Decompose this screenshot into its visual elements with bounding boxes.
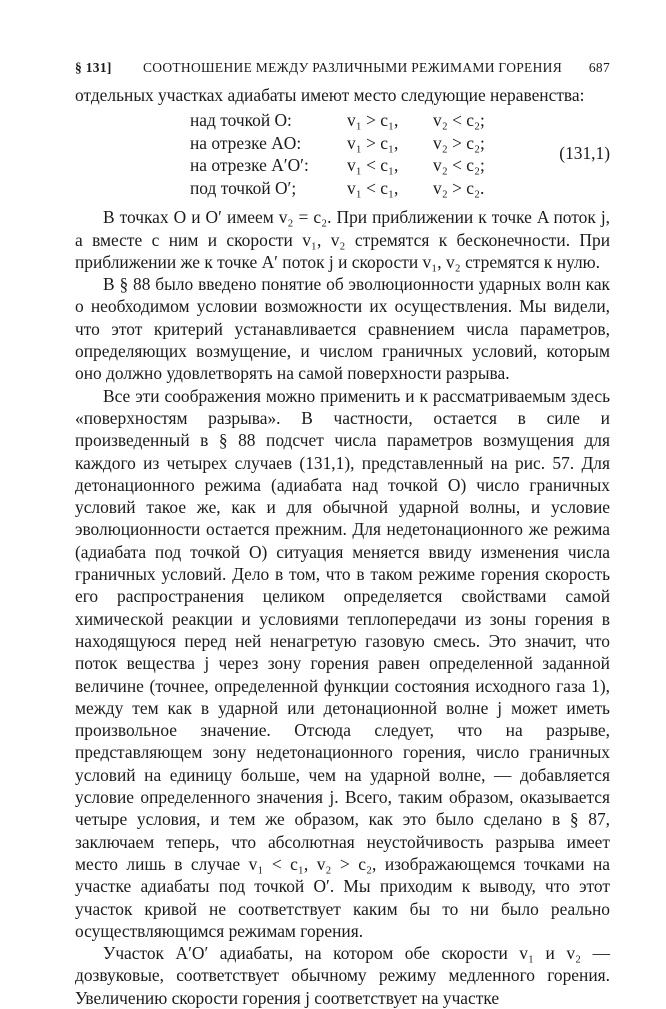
region-label: над точкой O: xyxy=(190,110,292,131)
velocity-2-relation: v₂ > c₂; xyxy=(433,132,485,153)
page-number: 687 xyxy=(588,60,610,75)
inequality-system xyxy=(75,110,610,200)
book-page xyxy=(75,60,610,1009)
velocity-2-relation: v₂ > c₂. xyxy=(433,177,485,198)
section-reference: § 131] xyxy=(75,60,112,75)
inequality-row xyxy=(75,155,610,178)
paragraph: Участок A′O′ адиабаты, на котором обе скорости v₁ и v₂ — дозвуковые, соответствует обычному режиму медленного горения. Увеличению скорости горения j соответствует на участке xyxy=(75,943,610,1008)
velocity-1-relation: v₁ < c₁, xyxy=(347,177,399,198)
velocity-2-relation: v₂ < c₂; xyxy=(433,110,485,131)
velocity-1-relation: v₁ > c₁, xyxy=(347,110,399,131)
region-label: на отрезке AO: xyxy=(190,132,302,153)
region-label: на отрезке A′O′: xyxy=(190,155,309,176)
running-header xyxy=(75,60,610,76)
velocity-1-relation: v₁ < c₁, xyxy=(347,155,399,176)
paragraph: В § 88 было введено понятие об эволюционности ударных волн как о необходимом условии возможности их осуществления. Мы видели, что этот критерий устанавливается сравнением числа параметров, определяющих возмущение, и числом граничных условий, которым оно должно удовлетворять на самой поверхности разрыва. xyxy=(75,274,610,384)
equation-number: (131,1) xyxy=(559,143,610,164)
inequality-row xyxy=(75,178,610,201)
region-label: под точкой O′; xyxy=(190,177,297,198)
inequality-row xyxy=(75,133,610,156)
paragraph: Все эти соображения можно применить и к рассматриваемым здесь «поверхностям разрыва». В частности, остается в силе и произведенный в § 88 подсчет числа параметров возмущения для каждого из четырех случаев (131,1), представленный на рис. 57. Для детонационного режима (адиабата над точкой O) число граничных условий такое же, как и для обычной ударной волны, и условие эволюционности остается прежним. Для недетонационного же режима (адиабата под точкой O) ситуация меняется ввиду изменения числа граничных условий. Дело в том, что в таком режиме горения скорость его распространения целиком определяется свойствами самой химической реакции и условиями теплопередачи из зоны горения в находящуюся перед ней ненагретую газовую смесь. Это значит, что поток вещества j через зону горения равен определенной заданной величине (точнее, определенной функции состояния исходного газа 1), между тем как в ударной или детонационной волне j может иметь произвольное значение. Отсюда следует, что на разрыве, представляющем зону недетонационного горения, число граничных условий на единицу больше, чем на ударной волне, — добавляется условие определенного значения j. Всего, таким образом, оказывается четыре условия, и тем же образом, как это было сделано в § 87, заключаем теперь, что абсолютная неустойчивость разрыва имеет место лишь в случае v₁ < c₁, v₂ > c₂, изображающемся точками на участке адиабаты под точкой O′. Мы приходим к выводу, что этот участок кривой не соответствует каким бы то ни было реально осуществляющимся режимам горения. xyxy=(75,385,610,941)
chapter-title: СООТНОШЕНИЕ МЕЖДУ РАЗЛИЧНЫМИ РЕЖИМАМИ ГОРЕНИЯ xyxy=(142,60,563,75)
paragraph: В точках O и O′ имеем v₂ = c₂. При приближении к точке A поток j, а вместе с ним и скорости v₁, v₂ стремятся к бесконечности. При приближении же к точке A′ поток j и скорости v₁, v₂ стремятся к нулю. xyxy=(75,207,610,272)
velocity-1-relation: v₁ > c₁, xyxy=(347,132,399,153)
velocity-2-relation: v₂ < c₂; xyxy=(433,155,485,176)
inequality-row xyxy=(75,110,610,133)
intro-text: отдельных участках адиабаты имеют место следующие неравенства: xyxy=(75,85,585,105)
